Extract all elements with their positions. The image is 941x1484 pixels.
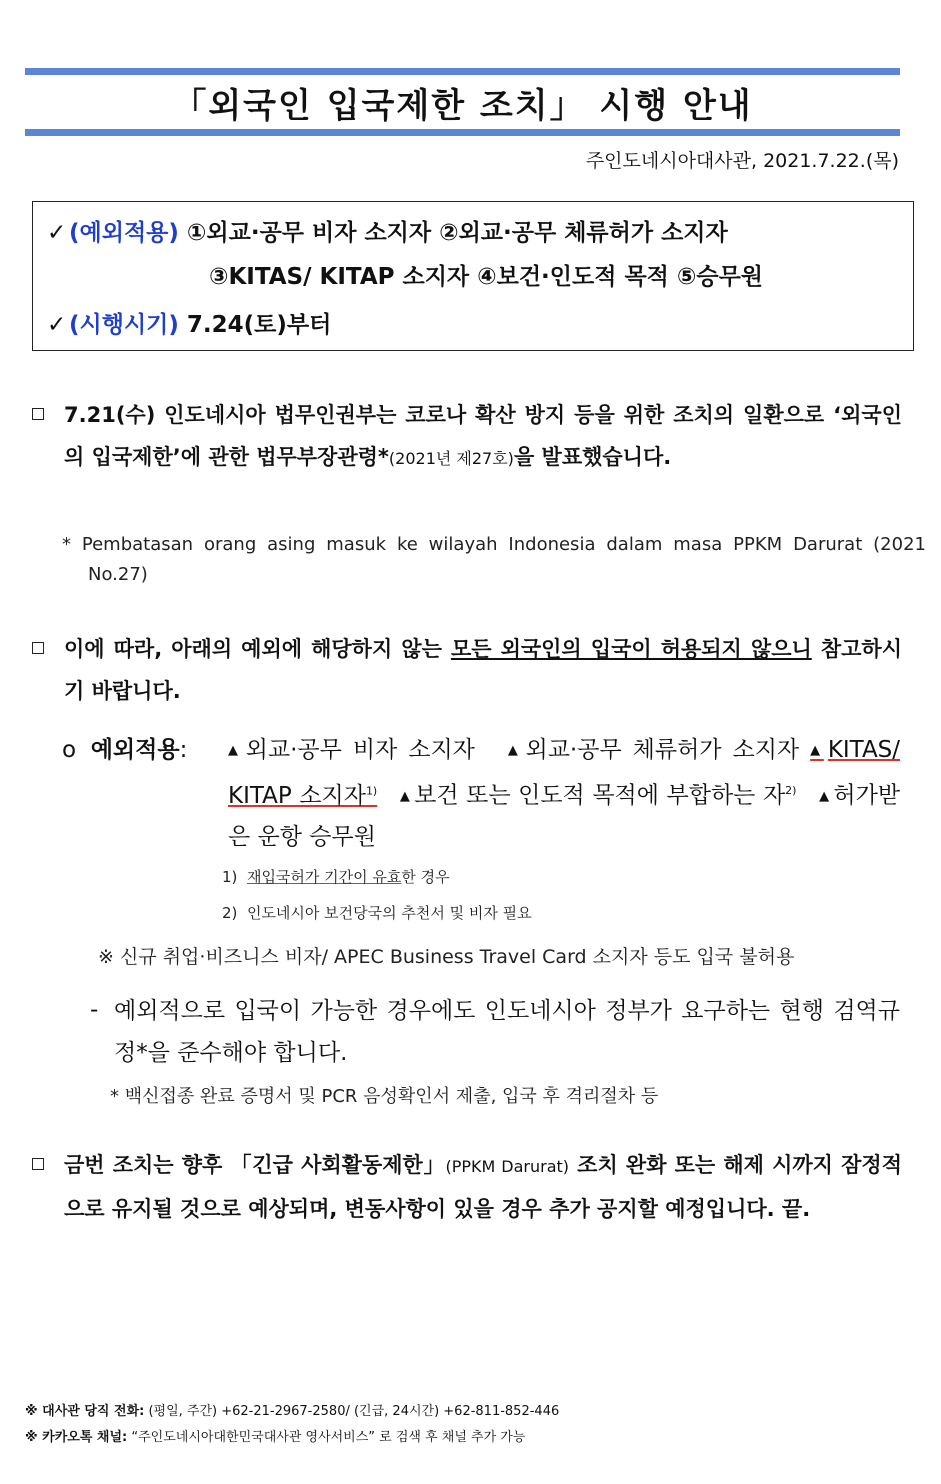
section-3-text: 금번 조치는 향후 「긴급 사회활동제한」(PPKM Darurat) 조치 완화 또는 해제 시까지 잠정적으로 유지될 것으로 예상되며, 변동사항이 있을 경우 추가 공지할 예정입니다. 끝.	[64, 1153, 902, 1221]
checkbox-bullet-icon	[32, 642, 44, 654]
exception-item: 허가받은 운항 승무원	[228, 782, 901, 850]
check-icon: ✓	[47, 312, 67, 338]
exceptions-line1: ①외교·공무 비자 소지자 ②외교·공무 체류허가 소지자	[186, 220, 728, 246]
exception-item: 보건 또는 인도적 목적에 부합하는 자	[414, 782, 786, 809]
triangle-bullet-icon: ▲	[399, 788, 411, 804]
summary-timing-line	[47, 306, 331, 339]
summary-exceptions-line	[47, 214, 728, 247]
triangle-bullet-icon: ▲	[819, 788, 830, 804]
dash-bullet: -	[90, 997, 99, 1023]
checkbox-bullet-icon	[32, 1158, 44, 1170]
section-1	[32, 394, 902, 480]
title-top-rule	[25, 68, 900, 75]
timing-tag: (시행시기)	[69, 312, 179, 338]
triangle-bullet-icon: ▲	[228, 743, 242, 758]
dash-note: * 백신접종 완료 증명서 및 PCR 음성확인서 제출, 입국 후 격리절차 등	[110, 1086, 659, 1107]
exceptions-list: ▲ 외교·공무 비자 소지자 ▲ 외교·공무 체류허가 소지자 ▲ KITAS/ KITAP 소지자$^{1)}$ ▲ 보건 또는 인도적 목적에 부합하는 자$^{2)}$ ▲ 허가받은 운항 승무원	[228, 737, 901, 850]
checkbox-bullet-icon	[32, 408, 44, 420]
section-3	[32, 1144, 902, 1230]
check-icon: ✓	[47, 220, 67, 246]
title-bottom-rule	[25, 129, 900, 136]
footer-phone: ※ 대사관 당직 전화: (평일, 주간) +62-21-2967-2580/ (긴급, 24시간) +62-811-852-446	[25, 1404, 560, 1419]
footnote-2: 2) 인도네시아 보건당국의 추천서 및 비자 필요	[222, 904, 532, 922]
footnote-1: 1) 재입국허가 기간이 유효한 경우	[222, 868, 450, 886]
timing-value: 7.24(토)부터	[186, 312, 332, 338]
exceptions-tag: (예외적용)	[69, 220, 179, 246]
section-2-text: 이에 따라, 아래의 예외에 해당하지 않는 모든 외국인의 입국이 허용되지 않으니 참고하시기 바랍니다.	[64, 637, 902, 703]
reference-note: ※ 신규 취업·비즈니스 비자/ APEC Business Travel Card 소지자 등도 입국 불허용	[98, 946, 795, 968]
exception-item: 외교·공무 비자 소지자	[245, 737, 475, 763]
section-1-text: 7.21(수) 인도네시아 법무인권부는 코로나 확산 방지 등을 위한 조치의 일환으로 ‘외국인의 입국제한’에 관한 법무부장관령*(2021년 제27호)을 발표했습니다.	[64, 403, 902, 469]
byline: 주인도네시아대사관, 2021.7.22.(목)	[585, 150, 899, 172]
page-title: 「외국인 입국제한 조치」 시행 안내	[172, 86, 753, 126]
triangle-bullet-icon: ▲	[507, 743, 522, 758]
section-2	[32, 628, 902, 712]
dash-text: 예외적으로 입국이 가능한 경우에도 인도네시아 정부가 요구하는 현행 검역규정*을 준수해야 합니다.	[114, 998, 900, 1066]
exception-item-kitas: ▲ KITAS/ KITAP 소지자$^{1)}$	[228, 737, 901, 809]
exceptions-line2: ③KITAS/ KITAP 소지자 ④보건·인도적 목적 ⑤승무원	[209, 264, 764, 290]
section-1-note: * Pembatasan orang asing masuk ke wilayah Indonesia dalam masa PPKM Darurat (2021 No.27)	[62, 534, 926, 585]
summary-box	[32, 201, 914, 351]
footer-kakao: ※ 카카오톡 채널: “주인도네시아대한민국대사관 영사서비스” 로 검색 후 채널 추가 가능	[25, 1430, 526, 1445]
exception-item: 외교·공무 체류허가 소지자	[525, 737, 800, 763]
exceptions-label: o 예외적용:	[62, 737, 188, 763]
